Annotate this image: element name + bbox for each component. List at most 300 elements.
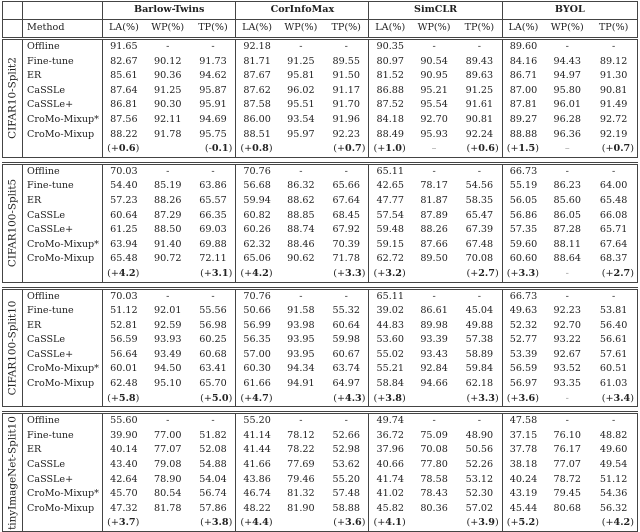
value-cell: 87.62 bbox=[236, 84, 278, 99]
value-cell: 57.61 bbox=[590, 348, 637, 363]
value-cell: 58.88 bbox=[332, 502, 360, 514]
value-cell: 93.95 bbox=[287, 334, 315, 346]
value-cell: 56.59 bbox=[103, 333, 145, 348]
improvement-cell: (+3.1) bbox=[191, 267, 236, 282]
table-row bbox=[3, 487, 638, 502]
improvement-value: 3.2 bbox=[385, 267, 402, 279]
value-cell: 90.95 bbox=[420, 70, 448, 82]
metric-header: TP(%) bbox=[590, 20, 637, 39]
method-name: ER bbox=[23, 443, 103, 458]
value-cell: 67.39 bbox=[465, 224, 494, 236]
value-cell: 89.27 bbox=[502, 113, 544, 128]
value-cell: 61.03 bbox=[590, 377, 637, 392]
value-cell: 59.48 bbox=[369, 223, 411, 238]
table-row bbox=[3, 413, 638, 429]
value-cell: 89.12 bbox=[590, 55, 637, 70]
method-name: CaSSLe+ bbox=[23, 223, 103, 238]
value-cell: 88.64 bbox=[553, 253, 581, 265]
improvement-sign: + bbox=[377, 267, 386, 279]
method-name: CaSSLe+ bbox=[23, 348, 103, 363]
improvement-value: 0.6 bbox=[478, 143, 495, 155]
value-cell: 91.25 bbox=[465, 84, 494, 96]
improvement-sign: + bbox=[203, 392, 212, 404]
value-cell: 92.23 bbox=[553, 305, 581, 317]
value-cell: 42.64 bbox=[103, 473, 145, 488]
value-cell: 95.91 bbox=[199, 99, 227, 111]
value-cell: 91.58 bbox=[287, 305, 315, 317]
improvement-sign: + bbox=[244, 143, 253, 155]
improvement-value: 3.6 bbox=[518, 392, 536, 404]
value-cell: 41.66 bbox=[236, 458, 278, 473]
value-cell: 55.60 bbox=[103, 413, 145, 429]
improvement-row bbox=[3, 142, 638, 157]
value-cell: 82.67 bbox=[103, 55, 145, 70]
value-cell: 95.51 bbox=[287, 99, 315, 111]
value-cell: 71.78 bbox=[332, 253, 360, 265]
value-cell: 59.98 bbox=[332, 334, 360, 346]
improvement-cell bbox=[544, 516, 590, 531]
improvement-cell: (+5.2) bbox=[502, 516, 544, 531]
value-cell: 54.88 bbox=[199, 459, 227, 471]
improvement-value: 4.4 bbox=[252, 517, 269, 529]
value-cell: 88.46 bbox=[287, 238, 315, 250]
value-cell: 48.82 bbox=[590, 429, 637, 444]
value-cell: 89.50 bbox=[420, 253, 448, 265]
improvement-value: 3.8 bbox=[385, 392, 402, 404]
value-cell: 50.66 bbox=[236, 304, 278, 319]
metric-header: WP(%) bbox=[278, 20, 324, 39]
value-cell: 92.19 bbox=[590, 128, 637, 143]
value-cell: 90.12 bbox=[153, 55, 182, 67]
value-cell: 55.20 bbox=[332, 473, 360, 485]
value-cell: 79.46 bbox=[287, 473, 315, 485]
value-cell: - bbox=[145, 163, 191, 179]
value-cell: 47.32 bbox=[103, 502, 145, 517]
improvement-sign: + bbox=[110, 517, 119, 529]
value-cell: 90.72 bbox=[153, 253, 182, 265]
value-cell: 56.99 bbox=[236, 319, 278, 334]
value-cell: - bbox=[191, 39, 236, 55]
value-cell: 94.66 bbox=[420, 378, 448, 390]
table-row bbox=[3, 223, 638, 238]
improvement-sign: + bbox=[110, 143, 119, 155]
value-cell: 56.97 bbox=[502, 377, 544, 392]
method-name: ER bbox=[23, 319, 103, 334]
improvement-cell: (+3.4) bbox=[590, 392, 637, 407]
value-cell: 43.40 bbox=[103, 458, 145, 473]
value-cell: 78.12 bbox=[287, 429, 315, 441]
improvement-cell: (+3.2) bbox=[369, 267, 411, 282]
value-cell: 58.89 bbox=[465, 348, 494, 360]
value-cell: 54.04 bbox=[199, 473, 227, 485]
improvement-sign: + bbox=[203, 517, 212, 529]
value-cell: 92.84 bbox=[420, 363, 448, 375]
value-cell: - bbox=[544, 413, 590, 429]
value-cell: 53.62 bbox=[332, 459, 360, 471]
value-cell: - bbox=[324, 413, 369, 429]
value-cell: - bbox=[590, 413, 637, 429]
value-cell: 45.04 bbox=[465, 305, 494, 317]
method-header: Method bbox=[23, 20, 103, 39]
value-cell: 56.68 bbox=[236, 179, 278, 194]
value-cell: 91.25 bbox=[153, 84, 182, 96]
value-cell: 65.11 bbox=[369, 163, 411, 179]
value-cell: 88.49 bbox=[369, 128, 411, 143]
value-cell: 87.64 bbox=[103, 84, 145, 99]
value-cell: 67.92 bbox=[332, 224, 360, 236]
value-cell: 70.08 bbox=[420, 444, 448, 456]
value-cell: 70.39 bbox=[332, 238, 360, 250]
value-cell: 62.18 bbox=[465, 378, 494, 390]
improvement-dash: – bbox=[564, 143, 570, 155]
value-cell: 52.26 bbox=[465, 459, 494, 471]
value-cell: 88.85 bbox=[287, 209, 315, 221]
value-cell: 95.81 bbox=[287, 70, 315, 82]
improvement-cell: (+0.8) bbox=[236, 142, 278, 157]
value-cell: 91.73 bbox=[199, 55, 227, 67]
value-cell: 54.40 bbox=[103, 179, 145, 194]
value-cell: 94.97 bbox=[553, 70, 581, 82]
improvement-value: 4.7 bbox=[252, 392, 269, 404]
value-cell: 76.17 bbox=[553, 444, 581, 456]
improvement-value: 4.3 bbox=[345, 392, 362, 404]
dataset-name: CIFAR10-Split2 bbox=[6, 57, 19, 140]
table-row bbox=[3, 362, 638, 377]
value-cell: 57.48 bbox=[332, 488, 360, 500]
value-cell: 92.24 bbox=[465, 128, 494, 140]
improvement-sign: + bbox=[470, 267, 479, 279]
value-cell: 86.00 bbox=[236, 113, 278, 128]
value-cell: 93.52 bbox=[553, 363, 581, 375]
metric-header: LA(%) bbox=[369, 20, 411, 39]
value-cell: 93.95 bbox=[287, 348, 315, 360]
improvement-sign: + bbox=[336, 143, 346, 155]
value-cell: 48.90 bbox=[465, 429, 494, 441]
value-cell: - bbox=[457, 39, 502, 55]
dataset-label bbox=[3, 288, 23, 407]
metric-header: TP(%) bbox=[191, 20, 236, 39]
value-cell: 60.25 bbox=[199, 334, 227, 346]
value-cell: 78.22 bbox=[287, 444, 315, 456]
value-cell: 77.00 bbox=[153, 429, 182, 441]
improvement-value: 0.7 bbox=[345, 143, 362, 155]
value-cell: 65.11 bbox=[369, 288, 411, 304]
value-cell: 66.73 bbox=[502, 163, 544, 179]
improvement-cell: (+3.6) bbox=[502, 392, 544, 407]
value-cell: 40.66 bbox=[369, 458, 411, 473]
value-cell: 91.49 bbox=[590, 98, 637, 113]
value-cell: 87.56 bbox=[103, 113, 145, 128]
improvement-dash: - bbox=[565, 392, 569, 404]
value-cell: 87.00 bbox=[502, 84, 544, 99]
value-cell: 43.86 bbox=[236, 473, 278, 488]
table-row bbox=[3, 319, 638, 334]
improvement-dash: – bbox=[431, 143, 437, 155]
value-cell: 57.86 bbox=[199, 502, 227, 514]
improvement-value: 4.1 bbox=[385, 517, 402, 529]
value-cell: 78.58 bbox=[420, 473, 448, 485]
value-cell: 70.03 bbox=[103, 288, 145, 304]
table-row bbox=[3, 473, 638, 488]
value-cell: 57.35 bbox=[502, 223, 544, 238]
improvement-dash: - bbox=[565, 267, 569, 279]
value-cell: 63.94 bbox=[103, 238, 145, 253]
value-cell: 59.60 bbox=[502, 238, 544, 253]
table-row bbox=[3, 128, 638, 143]
value-cell: 94.69 bbox=[199, 113, 227, 125]
value-cell: 37.78 bbox=[502, 443, 544, 458]
value-cell: 60.82 bbox=[236, 209, 278, 224]
improvement-value: 0.8 bbox=[252, 143, 269, 155]
value-cell: 91.30 bbox=[590, 69, 637, 84]
value-cell: 55.20 bbox=[236, 413, 278, 429]
value-cell: 95.10 bbox=[153, 378, 182, 390]
value-cell: 85.19 bbox=[153, 180, 182, 192]
value-cell: 93.93 bbox=[153, 334, 182, 346]
value-cell: 81.52 bbox=[369, 69, 411, 84]
improvement-sign: + bbox=[336, 392, 346, 404]
value-cell: 56.74 bbox=[199, 488, 227, 500]
value-cell: 91.70 bbox=[332, 99, 360, 111]
value-cell: 67.48 bbox=[465, 238, 494, 250]
value-cell: - bbox=[411, 288, 457, 304]
value-cell: 92.70 bbox=[553, 319, 581, 331]
improvement-value: 3.3 bbox=[345, 267, 362, 279]
dataset-name: CIFAR100-Split5 bbox=[6, 179, 19, 268]
value-cell: - bbox=[145, 413, 191, 429]
improvement-sign: + bbox=[377, 143, 386, 155]
value-cell: 56.05 bbox=[502, 194, 544, 209]
value-cell: 60.26 bbox=[236, 223, 278, 238]
value-cell: 90.30 bbox=[153, 99, 182, 111]
value-cell: 88.62 bbox=[287, 194, 315, 206]
value-cell: 93.43 bbox=[420, 348, 448, 360]
value-cell: 69.88 bbox=[199, 238, 227, 250]
value-cell: 94.91 bbox=[287, 378, 315, 390]
table-row bbox=[3, 179, 638, 194]
value-cell: 59.94 bbox=[236, 194, 278, 209]
improvement-cell bbox=[145, 267, 191, 282]
method-name: Offline bbox=[23, 413, 103, 429]
group-header-row bbox=[3, 2, 638, 20]
value-cell: - bbox=[411, 413, 457, 429]
value-cell: 48.22 bbox=[236, 502, 278, 517]
table-row bbox=[3, 98, 638, 113]
value-cell: 92.72 bbox=[590, 113, 637, 128]
method-name: CaSSLe bbox=[23, 333, 103, 348]
value-cell: 91.65 bbox=[103, 39, 145, 55]
value-cell: 52.98 bbox=[332, 444, 360, 456]
value-cell: 90.81 bbox=[590, 84, 637, 99]
value-cell: 90.35 bbox=[369, 39, 411, 55]
value-cell: 65.70 bbox=[199, 378, 227, 390]
value-cell: 79.08 bbox=[153, 459, 182, 471]
value-cell: 81.32 bbox=[287, 488, 315, 500]
value-cell: 37.96 bbox=[369, 443, 411, 458]
method-name: Fine-tune bbox=[23, 429, 103, 444]
value-cell: 91.17 bbox=[332, 84, 360, 96]
improvement-cell: (+3.7) bbox=[103, 516, 145, 531]
improvement-cell bbox=[145, 516, 191, 531]
value-cell: 58.84 bbox=[369, 377, 411, 392]
method-name: Offline bbox=[23, 39, 103, 55]
value-cell: 89.55 bbox=[332, 55, 360, 67]
group-corinfomax: CorInfoMax bbox=[236, 2, 369, 20]
value-cell: 39.02 bbox=[369, 304, 411, 319]
value-cell: 84.18 bbox=[369, 113, 411, 128]
table-row bbox=[3, 69, 638, 84]
method-name: CaSSLe bbox=[23, 458, 103, 473]
value-cell: 81.78 bbox=[153, 502, 182, 514]
value-cell: 40.14 bbox=[103, 443, 145, 458]
improvement-cell: (+0.7) bbox=[324, 142, 369, 157]
improvement-value: 3.9 bbox=[478, 517, 495, 529]
value-cell: - bbox=[324, 288, 369, 304]
dataset-label bbox=[3, 413, 23, 532]
value-cell: 56.98 bbox=[199, 319, 227, 331]
improvement-value: 3.6 bbox=[345, 517, 362, 529]
value-cell: 95.54 bbox=[420, 99, 448, 111]
value-cell: 65.71 bbox=[590, 223, 637, 238]
improvement-value: 2.7 bbox=[478, 267, 495, 279]
value-cell: 76.10 bbox=[553, 429, 581, 441]
improvement-sign: + bbox=[110, 392, 119, 404]
improvement-sign: + bbox=[605, 267, 614, 279]
value-cell: 87.67 bbox=[236, 69, 278, 84]
value-cell: 49.74 bbox=[369, 413, 411, 429]
table-row bbox=[3, 429, 638, 444]
improvement-value: 4.2 bbox=[613, 517, 631, 529]
value-cell: 81.87 bbox=[420, 194, 448, 206]
value-cell: 87.52 bbox=[369, 98, 411, 113]
value-cell: 54.36 bbox=[590, 487, 637, 502]
value-cell: - bbox=[544, 163, 590, 179]
value-cell: 57.00 bbox=[236, 348, 278, 363]
value-cell: 87.28 bbox=[553, 224, 581, 236]
improvement-cell: (+0.6) bbox=[103, 142, 145, 157]
method-name: CroMo-Mixup bbox=[23, 128, 103, 143]
value-cell: 88.50 bbox=[153, 224, 182, 236]
value-cell: 62.48 bbox=[103, 377, 145, 392]
value-cell: 53.39 bbox=[502, 348, 544, 363]
value-cell: 80.54 bbox=[153, 488, 182, 500]
value-cell: 56.59 bbox=[502, 362, 544, 377]
value-cell: 96.02 bbox=[287, 84, 315, 96]
value-cell: 59.84 bbox=[465, 363, 494, 375]
value-cell: 94.34 bbox=[287, 363, 315, 375]
value-cell: 56.35 bbox=[236, 333, 278, 348]
value-cell: 46.74 bbox=[236, 487, 278, 502]
value-cell: 49.60 bbox=[590, 443, 637, 458]
improvement-cell: (+3.8) bbox=[369, 392, 411, 407]
method-name: CaSSLe bbox=[23, 209, 103, 224]
value-cell: 79.45 bbox=[553, 488, 581, 500]
value-cell: 49.63 bbox=[502, 304, 544, 319]
value-cell: 45.82 bbox=[369, 502, 411, 517]
improvement-value: 3.1 bbox=[211, 267, 229, 279]
improvement-cell: (+5.0) bbox=[191, 392, 236, 407]
value-cell: 86.61 bbox=[420, 305, 448, 317]
value-cell: - bbox=[544, 39, 590, 55]
value-cell: 62.72 bbox=[369, 252, 411, 267]
method-name: CroMo-Mixup bbox=[23, 502, 103, 517]
improvement-cell: (+3.3) bbox=[324, 267, 369, 282]
table-row bbox=[3, 458, 638, 473]
value-cell: 60.30 bbox=[236, 362, 278, 377]
value-cell: 84.16 bbox=[502, 55, 544, 70]
value-cell: 61.66 bbox=[236, 377, 278, 392]
value-cell: - bbox=[544, 288, 590, 304]
value-cell: 60.51 bbox=[590, 362, 637, 377]
improvement-row bbox=[3, 267, 638, 282]
improvement-cell: (+0.7) bbox=[590, 142, 637, 157]
value-cell: 88.26 bbox=[420, 224, 448, 236]
improvement-cell bbox=[544, 142, 590, 157]
value-cell: 52.81 bbox=[103, 319, 145, 334]
improvement-sign: + bbox=[470, 143, 479, 155]
improvement-value: 0.1 bbox=[211, 143, 229, 155]
table-row bbox=[3, 113, 638, 128]
improvement-cell: (-0.1) bbox=[191, 142, 236, 157]
value-cell: 89.63 bbox=[465, 70, 494, 82]
improvement-cell: (+5.8) bbox=[103, 392, 145, 407]
improvement-row bbox=[3, 516, 638, 531]
improvement-sign: + bbox=[510, 267, 519, 279]
value-cell: - bbox=[278, 288, 324, 304]
value-cell: 87.58 bbox=[236, 98, 278, 113]
value-cell: 72.11 bbox=[199, 253, 227, 265]
value-cell: 78.90 bbox=[153, 473, 182, 485]
value-cell: - bbox=[590, 163, 637, 179]
improvement-sign: + bbox=[244, 517, 253, 529]
table-row bbox=[3, 55, 638, 70]
value-cell: 65.06 bbox=[236, 252, 278, 267]
value-cell: 55.56 bbox=[199, 305, 227, 317]
improvement-sign: + bbox=[510, 392, 519, 404]
value-cell: - bbox=[457, 163, 502, 179]
value-cell: 88.11 bbox=[553, 238, 581, 250]
table-row bbox=[3, 304, 638, 319]
table-row bbox=[3, 252, 638, 267]
value-cell: 89.60 bbox=[502, 39, 544, 55]
value-cell: - bbox=[145, 39, 191, 55]
value-cell: - bbox=[145, 288, 191, 304]
value-cell: 57.23 bbox=[103, 194, 145, 209]
value-cell: 95.87 bbox=[199, 84, 227, 96]
value-cell: 91.25 bbox=[287, 55, 315, 67]
improvement-value: 4.2 bbox=[252, 267, 269, 279]
value-cell: 78.17 bbox=[420, 180, 448, 192]
value-cell: 91.78 bbox=[153, 128, 182, 140]
value-cell: 55.19 bbox=[502, 179, 544, 194]
metric-header-row bbox=[3, 20, 638, 39]
improvement-value: 5.8 bbox=[118, 392, 136, 404]
value-cell: 85.61 bbox=[103, 69, 145, 84]
improvement-value: 3.3 bbox=[518, 267, 536, 279]
value-cell: 78.72 bbox=[553, 473, 581, 485]
value-cell: 41.74 bbox=[369, 473, 411, 488]
value-cell: 80.36 bbox=[420, 502, 448, 514]
value-cell: 54.56 bbox=[465, 180, 494, 192]
method-name: Fine-tune bbox=[23, 55, 103, 70]
value-cell: 87.89 bbox=[420, 209, 448, 221]
value-cell: 52.77 bbox=[502, 333, 544, 348]
improvement-value: 3.4 bbox=[613, 392, 631, 404]
value-cell: 93.35 bbox=[553, 378, 581, 390]
improvement-cell: (+4.1) bbox=[369, 516, 411, 531]
value-cell: 43.19 bbox=[502, 487, 544, 502]
value-cell: 75.09 bbox=[420, 429, 448, 441]
